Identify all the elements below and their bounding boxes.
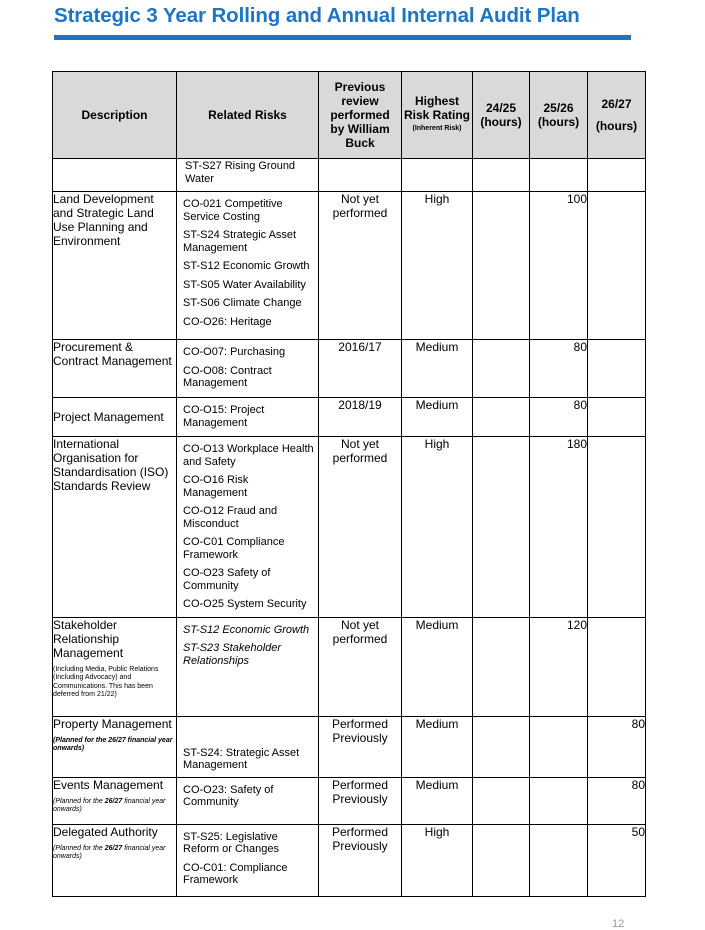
page-title: Strategic 3 Year Rolling and Annual Internal Audit Plan bbox=[54, 4, 580, 27]
row-rating: Medium bbox=[402, 716, 473, 777]
risk-item: CO-O23: Safety of Community bbox=[183, 783, 274, 808]
audit-plan-table bbox=[52, 71, 646, 897]
row-description: Project Management bbox=[53, 398, 177, 437]
row-description: International Organisation for Standardisation (ISO) Standards Review bbox=[53, 437, 177, 618]
row-description-cell bbox=[53, 716, 177, 777]
row-description: Events Management bbox=[53, 777, 164, 792]
row-hours-2425 bbox=[473, 340, 530, 398]
row-risks bbox=[177, 192, 319, 340]
risk-item: CO-C01: Compliance Framework bbox=[183, 861, 288, 886]
row-hours-2627 bbox=[588, 437, 646, 618]
row-hours-2425 bbox=[473, 192, 530, 340]
row-description-cell bbox=[53, 777, 177, 824]
row-hours-2425 bbox=[473, 437, 530, 618]
row-description-cell bbox=[53, 617, 177, 716]
table-row bbox=[53, 437, 646, 618]
row-rating: High bbox=[402, 437, 473, 618]
row-previous: Not yet performed bbox=[319, 617, 402, 716]
risk-item: ST-S23 Stakeholder Relationships bbox=[183, 642, 282, 667]
row-description bbox=[53, 159, 177, 192]
row-description-cell bbox=[53, 824, 177, 896]
row-hours-2627 bbox=[588, 192, 646, 340]
risk-item: CO-021 Competitive Service Costing bbox=[183, 198, 283, 223]
risk-item: CO-O16 Risk Management bbox=[183, 474, 249, 499]
risk-item: CO-O08: Contract Management bbox=[183, 364, 272, 389]
row-hours-2627: 50 bbox=[588, 824, 646, 896]
header-highest-risk-label: Highest Risk Rating bbox=[403, 94, 470, 122]
header-25-26: 25/26 (hours) bbox=[530, 72, 588, 159]
row-hours-2526: 80 bbox=[530, 398, 588, 437]
risk-item: CO-O15: Project Management bbox=[183, 404, 265, 429]
row-hours-2425 bbox=[473, 716, 530, 777]
table-row bbox=[53, 617, 646, 716]
header-highest-risk bbox=[402, 72, 473, 159]
table-row bbox=[53, 398, 646, 437]
row-description: Delegated Authority bbox=[53, 824, 158, 839]
header-24-25: 24/25 (hours) bbox=[473, 72, 530, 159]
risk-item: CO-O23 Safety of Community bbox=[183, 567, 271, 592]
row-note: (Including Media, Public Relations (Including Advocacy) and Communications. This has been deferred from 21/22) bbox=[53, 665, 159, 699]
row-risks bbox=[177, 340, 319, 398]
risk-item: CO-O07: Purchasing bbox=[183, 346, 286, 358]
row-previous: Not yet performed bbox=[319, 192, 402, 340]
row-rating bbox=[402, 159, 473, 192]
risk-item: CO-O25 System Security bbox=[183, 598, 307, 610]
table-row bbox=[53, 192, 646, 340]
row-rating: High bbox=[402, 192, 473, 340]
row-rating: Medium bbox=[402, 777, 473, 824]
header-26-27 bbox=[588, 72, 646, 159]
row-previous: 2018/19 bbox=[319, 398, 402, 437]
row-note bbox=[53, 845, 176, 862]
row-note-year: 26/27 bbox=[104, 797, 123, 805]
row-rating: Medium bbox=[402, 617, 473, 716]
risk-item: ST-S12 Economic Growth bbox=[183, 623, 310, 636]
row-previous: 2016/17 bbox=[319, 340, 402, 398]
row-hours-2526: 100 bbox=[530, 192, 588, 340]
row-hours-2526 bbox=[530, 159, 588, 192]
risk-item: CO-C01 Compliance Framework bbox=[183, 536, 285, 561]
header-26-27-hours: (hours) bbox=[595, 119, 638, 133]
row-previous bbox=[319, 159, 402, 192]
row-hours-2425 bbox=[473, 617, 530, 716]
risk-item: ST-S05 Water Availability bbox=[183, 278, 306, 291]
row-hours-2526: 120 bbox=[530, 617, 588, 716]
header-description: Description bbox=[53, 72, 177, 159]
risk-item: ST-S06 Climate Change bbox=[183, 297, 302, 309]
row-risks bbox=[177, 437, 319, 618]
row-rating: High bbox=[402, 824, 473, 896]
row-hours-2627: 80 bbox=[588, 716, 646, 777]
row-hours-2526 bbox=[530, 824, 588, 896]
row-description: Stakeholder Relationship Management bbox=[53, 617, 124, 660]
row-previous: Performed Previously bbox=[319, 777, 402, 824]
row-rating: Medium bbox=[402, 398, 473, 437]
row-rating: Medium bbox=[402, 340, 473, 398]
header-related-risks: Related Risks bbox=[177, 72, 319, 159]
row-note-pre: (Planned for the bbox=[53, 797, 105, 805]
row-hours-2425 bbox=[473, 398, 530, 437]
title-rule bbox=[54, 35, 631, 40]
table-row bbox=[53, 340, 646, 398]
table-row bbox=[53, 716, 646, 777]
row-hours-2526: 80 bbox=[530, 340, 588, 398]
row-previous: Performed Previously bbox=[319, 716, 402, 777]
table-row bbox=[53, 824, 646, 896]
row-risks bbox=[177, 398, 319, 437]
row-risks bbox=[177, 824, 319, 896]
header-26-27-year: 26/27 bbox=[601, 97, 632, 111]
row-note-pre: (Planned for the bbox=[53, 844, 105, 852]
risk-item: ST-S25: Legislative Reform or Changes bbox=[183, 830, 279, 855]
risk-item: CO-O13 Workplace Health and Safety bbox=[183, 443, 314, 468]
row-hours-2425 bbox=[473, 824, 530, 896]
row-hours-2425 bbox=[473, 159, 530, 192]
page-number: 12 bbox=[612, 918, 625, 930]
row-note: (Planned for the 26/27 financial year onwards) bbox=[53, 736, 173, 753]
risk-item: ST-S12 Economic Growth bbox=[183, 260, 310, 272]
risk-item: ST-S24 Strategic Asset Management bbox=[183, 229, 297, 254]
row-risks bbox=[177, 716, 319, 777]
row-previous: Performed Previously bbox=[319, 824, 402, 896]
risk-item: ST-S24: Strategic Asset Management bbox=[183, 746, 300, 771]
row-risks bbox=[177, 777, 319, 824]
row-risks bbox=[177, 159, 319, 192]
row-previous: Not yet performed bbox=[319, 437, 402, 618]
row-note-post: financial year onwards) bbox=[53, 797, 166, 814]
row-note-year: 26/27 bbox=[104, 844, 123, 852]
table-row bbox=[53, 777, 646, 824]
risk-item: CO-O26: Heritage bbox=[183, 315, 272, 328]
header-inherent-risk-note: (Inherent Risk) bbox=[412, 125, 462, 132]
row-note-post: financial year onwards) bbox=[53, 844, 166, 861]
row-description: Land Development and Strategic Land Use Planning and Environment bbox=[53, 192, 177, 340]
row-hours-2425 bbox=[473, 777, 530, 824]
table-row bbox=[53, 159, 646, 192]
risk-item: ST-S27 Rising Ground Water bbox=[185, 160, 296, 185]
row-hours-2526 bbox=[530, 777, 588, 824]
header-previous-review: Previous review performed by William Buck bbox=[319, 72, 402, 159]
table-header-row bbox=[53, 72, 646, 159]
row-hours-2627 bbox=[588, 398, 646, 437]
risk-item: CO-O12 Fraud and Misconduct bbox=[183, 505, 278, 530]
row-hours-2627 bbox=[588, 159, 646, 192]
row-hours-2627 bbox=[588, 340, 646, 398]
row-description: Property Management bbox=[53, 716, 172, 731]
row-note bbox=[53, 798, 176, 815]
row-hours-2526 bbox=[530, 716, 588, 777]
row-hours-2627 bbox=[588, 617, 646, 716]
row-risks bbox=[177, 617, 319, 716]
row-hours-2627: 80 bbox=[588, 777, 646, 824]
row-description: Procurement & Contract Management bbox=[53, 340, 177, 398]
row-hours-2526: 180 bbox=[530, 437, 588, 618]
